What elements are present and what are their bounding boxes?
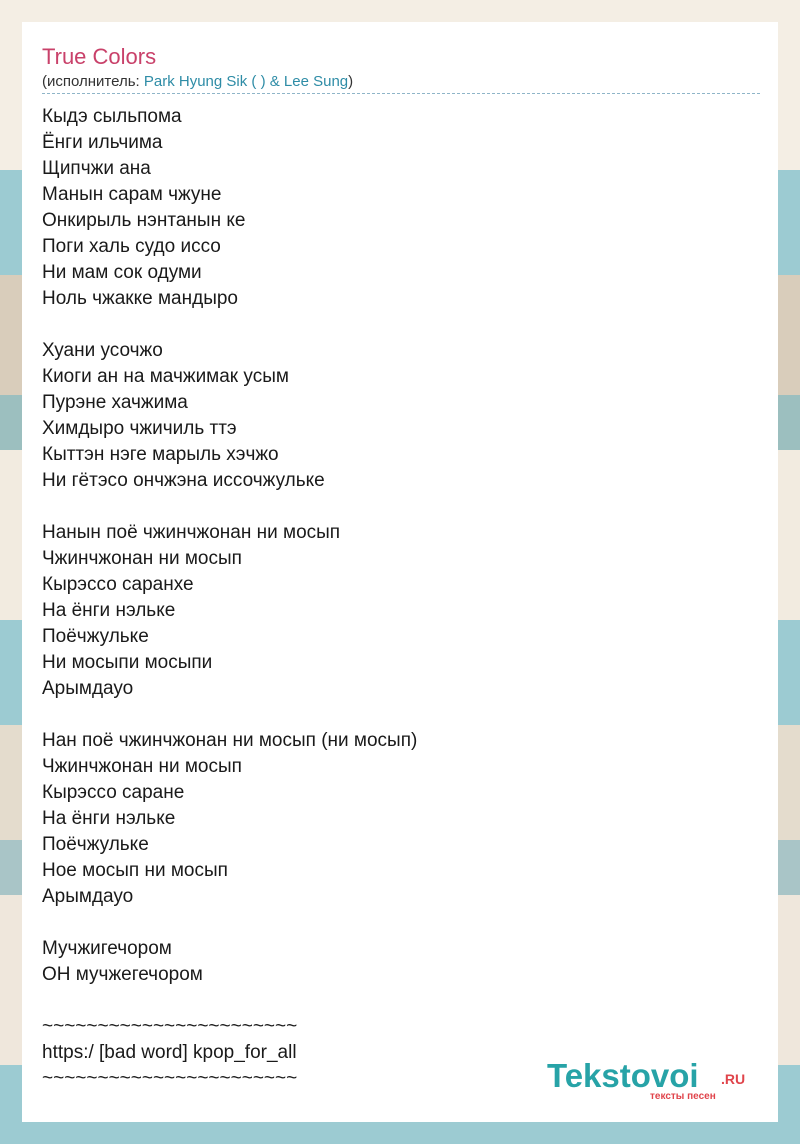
lyric-line: Поги халь судо иссо bbox=[42, 236, 221, 257]
lyric-line: На ёнги нэльке bbox=[42, 808, 176, 829]
lyric-line: https:/ [bad word] kpop_for_all bbox=[42, 1042, 297, 1063]
stanza bbox=[42, 728, 742, 910]
lyric-line: Ное мосып ни мосып bbox=[42, 860, 228, 881]
stanza bbox=[42, 104, 742, 312]
stanza-gap bbox=[42, 988, 742, 1014]
song-title: True Colors bbox=[42, 44, 157, 69]
lyric-line: Мучжигечором bbox=[42, 938, 172, 959]
lyric-line: Пурэне хачжима bbox=[42, 392, 188, 413]
tekstovoi-logo[interactable] bbox=[547, 1057, 757, 1102]
lyric-line: Кыттэн нэге марыль хэчжо bbox=[42, 444, 279, 465]
stanza-gap bbox=[42, 494, 742, 520]
stanza-gap bbox=[42, 910, 742, 936]
lyric-line: Онкирыль нэнтанын ке bbox=[42, 210, 246, 231]
artist-link[interactable]: Park Hyung Sik ( ) & Lee Sung bbox=[143, 73, 349, 90]
lyric-line: Чжинчжонан ни мосып bbox=[42, 756, 242, 777]
stanza bbox=[42, 936, 742, 988]
lyric-line: На ёнги нэльке bbox=[42, 600, 176, 621]
lyrics-card bbox=[22, 22, 778, 1122]
lyric-line: Поёчжульке bbox=[42, 834, 149, 855]
lyric-line: ОН мучжегечором bbox=[42, 964, 203, 985]
lyric-line: Ни мам сок одуми bbox=[42, 262, 202, 283]
stanza bbox=[42, 520, 742, 702]
lyric-line: Нанын поё чжинчжонан ни мосып bbox=[42, 522, 341, 543]
lyric-line: Химдыро чжичиль ттэ bbox=[42, 418, 237, 439]
logo-wordmark: Tekstovoi bbox=[547, 1057, 699, 1094]
logo-domain: .RU bbox=[721, 1071, 746, 1087]
stanza bbox=[42, 338, 742, 494]
stanza-gap bbox=[42, 702, 742, 728]
lyric-line: Арымдауо bbox=[42, 678, 134, 699]
lyric-line: Чжинчжонан ни мосып bbox=[42, 548, 242, 569]
lyric-line: Кырэссо саранхе bbox=[42, 574, 194, 595]
stanza-gap bbox=[42, 312, 742, 338]
lyric-line: ~~~~~~~~~~~~~~~~~~~~~~~ bbox=[42, 1016, 298, 1037]
lyric-line: Щипчжи ана bbox=[42, 158, 151, 179]
lyrics-body bbox=[42, 104, 742, 1092]
lyric-line: Арымдауо bbox=[42, 886, 134, 907]
lyric-line: Манын сарам чжуне bbox=[42, 184, 222, 205]
artist-line bbox=[42, 73, 760, 94]
lyric-line: Ни мосыпи мосыпи bbox=[42, 652, 213, 673]
lyric-line: Киоги ан на мачжимак усым bbox=[42, 366, 289, 387]
lyric-line: Кыдэ сыльпома bbox=[42, 106, 182, 127]
lyric-line: Поёчжульке bbox=[42, 626, 149, 647]
artist-prefix: (исполнитель: bbox=[42, 73, 144, 90]
logo-tagline: тексты песен bbox=[650, 1091, 716, 1102]
lyric-line: Ни гётэсо ончжэна иссочжульке bbox=[42, 470, 325, 491]
lyric-line: Кырэссо саране bbox=[42, 782, 185, 803]
lyric-line: Хуани усочжо bbox=[42, 340, 163, 361]
lyric-line: Ёнги ильчима bbox=[42, 132, 163, 153]
lyric-line: Нан поё чжинчжонан ни мосып (ни мосып) bbox=[42, 730, 418, 751]
lyric-line: Ноль чжакке мандыро bbox=[42, 288, 238, 309]
artist-suffix: ) bbox=[348, 73, 354, 90]
lyric-line: ~~~~~~~~~~~~~~~~~~~~~~~ bbox=[42, 1068, 298, 1089]
